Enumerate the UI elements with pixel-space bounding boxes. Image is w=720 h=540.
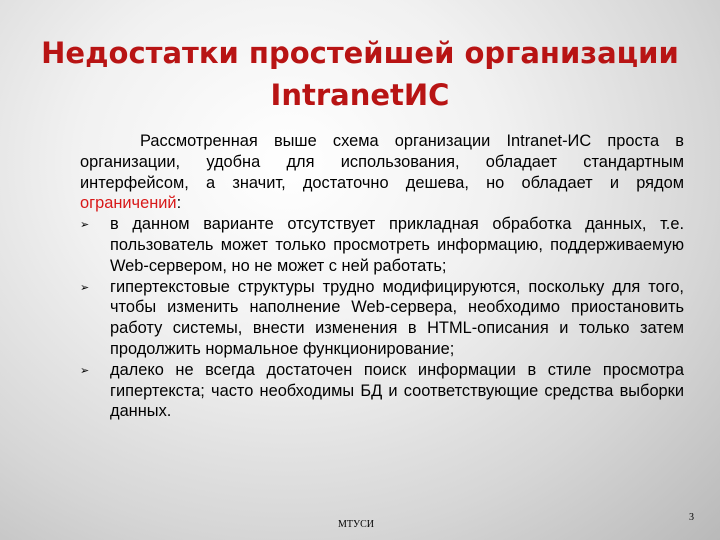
- list-item: [80, 360, 684, 422]
- intro-colon: :: [176, 194, 182, 213]
- intro-text: Рассмотренная выше схема организации Intranet-ИС проста в организации, удобна для использования, обладает стандартным интерфейсом, а значит, достаточно дешева, но обладает и рядом: [80, 132, 684, 192]
- slide-title-line-1: Недостатки простейшей организации: [41, 36, 679, 70]
- intro-highlight: ограничений: [80, 194, 177, 213]
- list-item-text: гипертекстовые структуры трудно модифицируются, поскольку для того, чтобы изменить наполнение Web-сервера, необходимо приостановить работу системы, внести изменения в HTML-описания и только затем продолжить нормальное функционирование;: [110, 277, 684, 358]
- list-item-text: далеко не всегда достаточен поиск информации в стиле просмотра гипертекста; часто необходимы БД и соответствующие средства выборки данных.: [110, 360, 684, 421]
- slide-title-line-2: IntranetИС: [270, 78, 450, 112]
- limitations-list: [80, 214, 684, 422]
- list-item-text: в данном варианте отсутствует прикладная обработка данных, т.е. пользователь может только просмотреть информацию, поддерживаемую Web-сервером, но не может с ней работать;: [110, 215, 684, 275]
- intro-paragraph: [80, 131, 684, 214]
- list-item: [80, 214, 684, 276]
- arrow-bullet-icon: ➢: [80, 363, 90, 377]
- list-item: [80, 277, 684, 360]
- arrow-bullet-icon: ➢: [80, 280, 90, 294]
- page-number: 3: [689, 512, 694, 523]
- footer-text: МТУСИ: [338, 519, 374, 530]
- slide-title: [0, 32, 720, 116]
- arrow-bullet-icon: ➢: [80, 218, 90, 232]
- slide-body: [80, 131, 684, 422]
